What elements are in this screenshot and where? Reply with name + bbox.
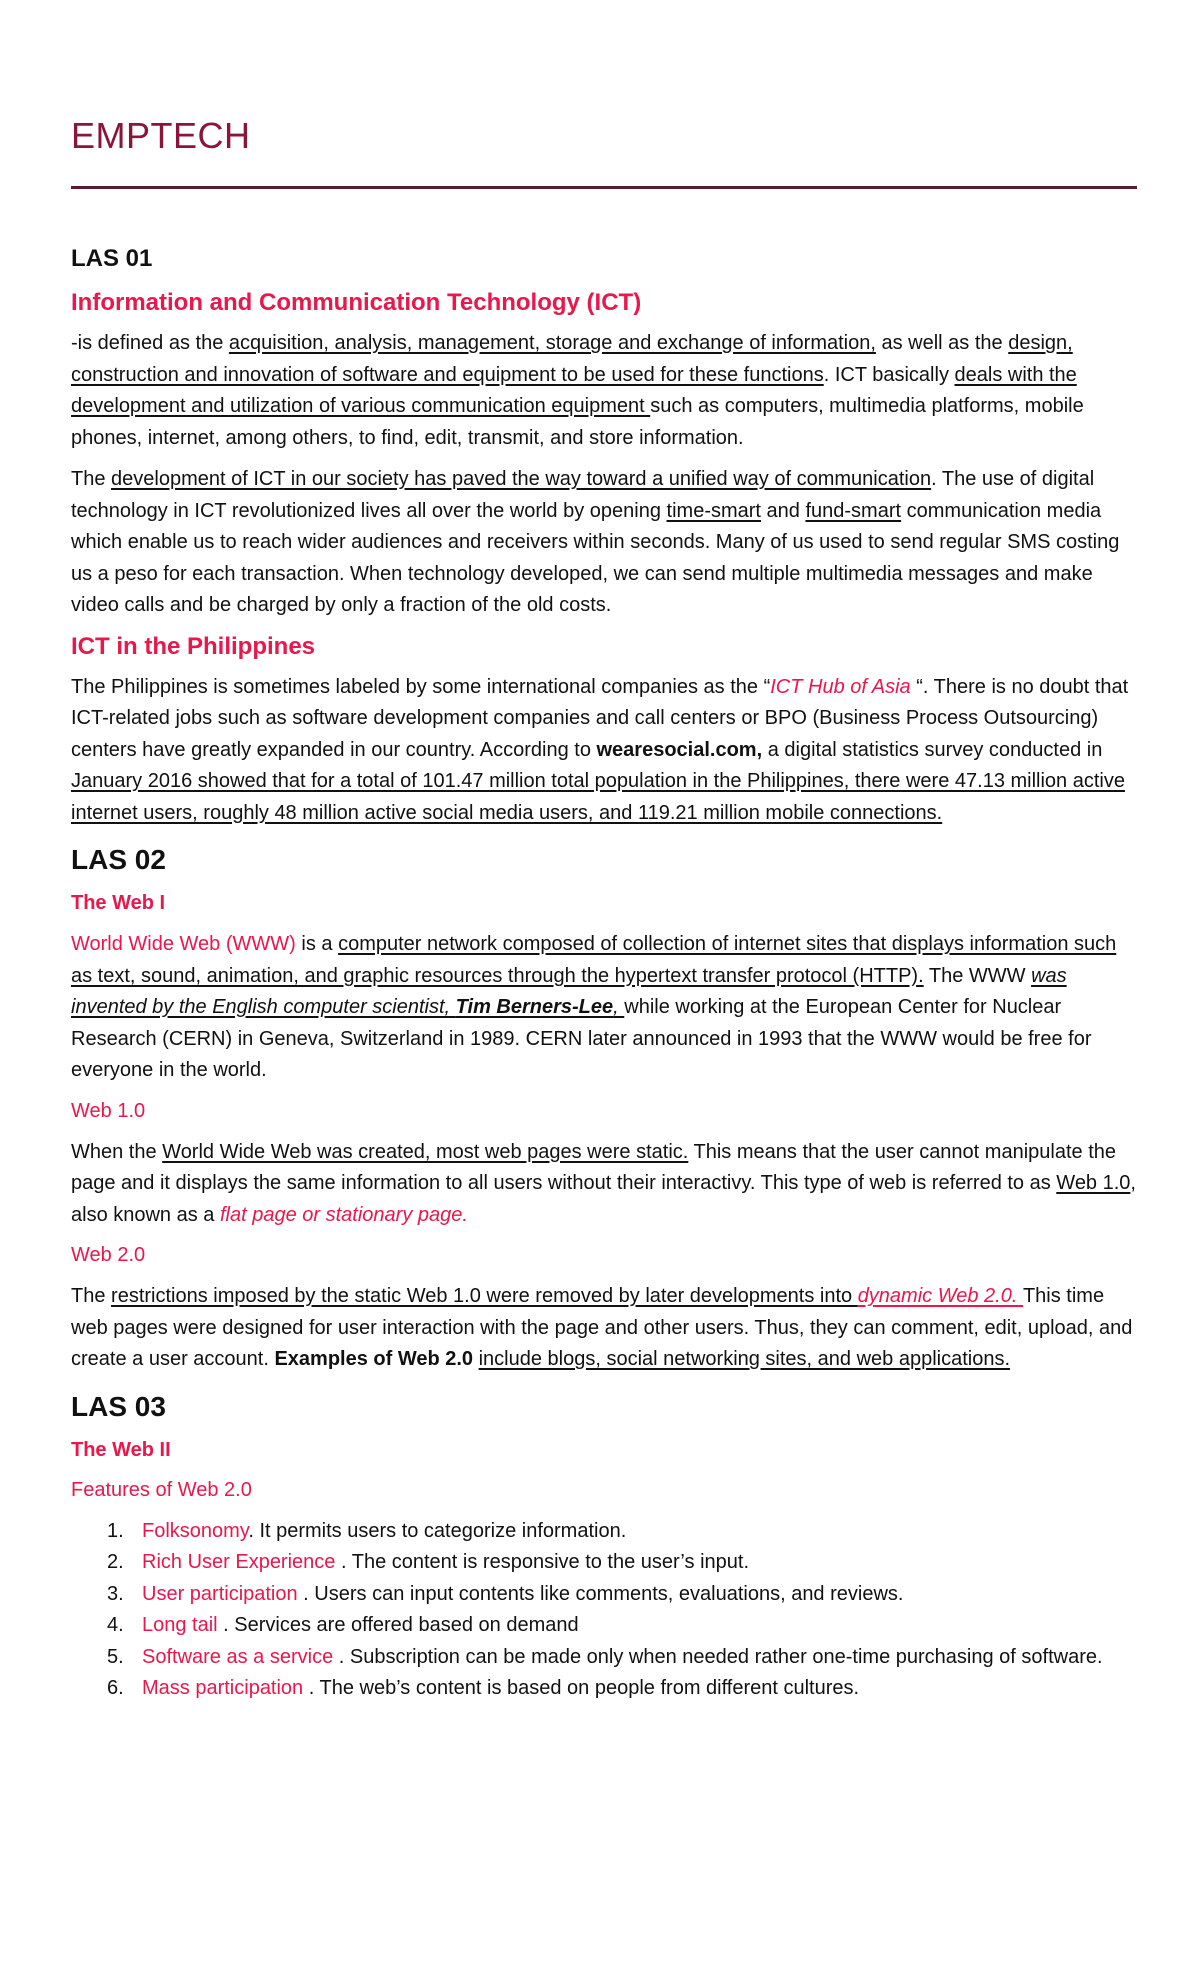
document-title: EMPTECH [71, 115, 251, 156]
section-label-las01: LAS 01 [71, 245, 153, 272]
list-item: 6. Mass participation . The web’s content is based on people from different cultures. [107, 1677, 860, 1699]
paragraph-ict-philippines: The Philippines is sometimes labeled by some international companies as the “ICT Hub of Asia “. There is no doubt that ICT-related jobs such as software development companies and call centers or BPO (Business Process Outsourcing) centers have greatly expanded in our country. According to wearesocial.com, a digital statistics survey conducted in January 2016 showed that for a total of 101.47 million total population in the Philippines, there were 47.13 million active internet users, roughly 48 million active social media users, and 119.21 million mobile connections. [71, 675, 1129, 824]
document-body [71, 244, 1137, 1705]
title-divider [71, 186, 1137, 189]
paragraph-ict-definition: -is defined as the acquisition, analysis, management, storage and exchange of information, as well as the design, construction and innovation of software and equipment to be used for these functions. ICT basically deals with the development and utilization of various communication equipment such as computers, multimedia platforms, mobile phones, internet, among others, to find, edit, transmit, and store information. [71, 332, 1084, 449]
heading-ict: Information and Communication Technology (ICT) [71, 289, 642, 316]
section-label-las03: LAS 03 [71, 1390, 166, 1422]
paragraph-www: World Wide Web (WWW) is a computer network composed of collection of internet sites that displays information such as text, sound, animation, and graphic resources through the hypertext transfer protocol (HTTP). The WWW was invented by the English computer scientist, Tim Berners-Lee, while working at the European Center for Nuclear Research (CERN) in Geneva, Switzerland in 1989. CERN later announced in 1993 that the WWW would be free for everyone in the world. [71, 933, 1117, 1081]
section-label-las02: LAS 02 [71, 844, 166, 875]
heading-web-i: The Web I [71, 892, 166, 914]
heading-ict-philippines: ICT in the Philippines [71, 632, 316, 660]
list-item: 3. User participation . Users can input contents like comments, evaluations, and reviews. [107, 1582, 904, 1605]
subheading-features-web-2: Features of Web 2.0 [71, 1478, 252, 1501]
list-item: 1. Folksonomy. It permits users to categorize information. [107, 1519, 627, 1542]
paragraph-web-2: The restrictions imposed by the static Web 1.0 were removed by later developments into dynamic Web 2.0. This time web pages were designed for user interaction with the page and other users. Thus, they can comment, edit, upload, and create a user account. Examples of Web 2.0 include blogs, social networking sites, and web applications. [71, 1285, 1133, 1370]
subheading-web-1: Web 1.0 [71, 1099, 146, 1122]
list-item: 4. Long tail . Services are offered based on demand [107, 1614, 579, 1636]
paragraph-ict-development: The development of ICT in our society has paved the way toward a unified way of communication. The use of digital technology in ICT revolutionized lives all over the world by opening time-smart and fund-smart communication media which enable us to reach wider audiences and receivers within seconds. Many of us used to send regular SMS costing us a peso for each transaction. When technology developed, we can send multiple multimedia messages and make video calls and be charged by only a fraction of the old costs. [71, 468, 1120, 616]
paragraph-web-1: When the World Wide Web was created, most web pages were static. This means that the user cannot manipulate the page and it displays the same information to all users without their interactivy. This type of web is referred to as Web 1.0, also known as a flat page or stationary page. [71, 1140, 1136, 1226]
subheading-web-2: Web 2.0 [71, 1244, 146, 1266]
list-item: 2. Rich User Experience . The content is responsive to the user’s input. [107, 1551, 749, 1573]
heading-web-ii: The Web II [71, 1438, 171, 1461]
list-item: 5. Software as a service . Subscription can be made only when needed rather one-time purchasing of software. [107, 1645, 1103, 1668]
features-list [71, 1516, 1137, 1705]
